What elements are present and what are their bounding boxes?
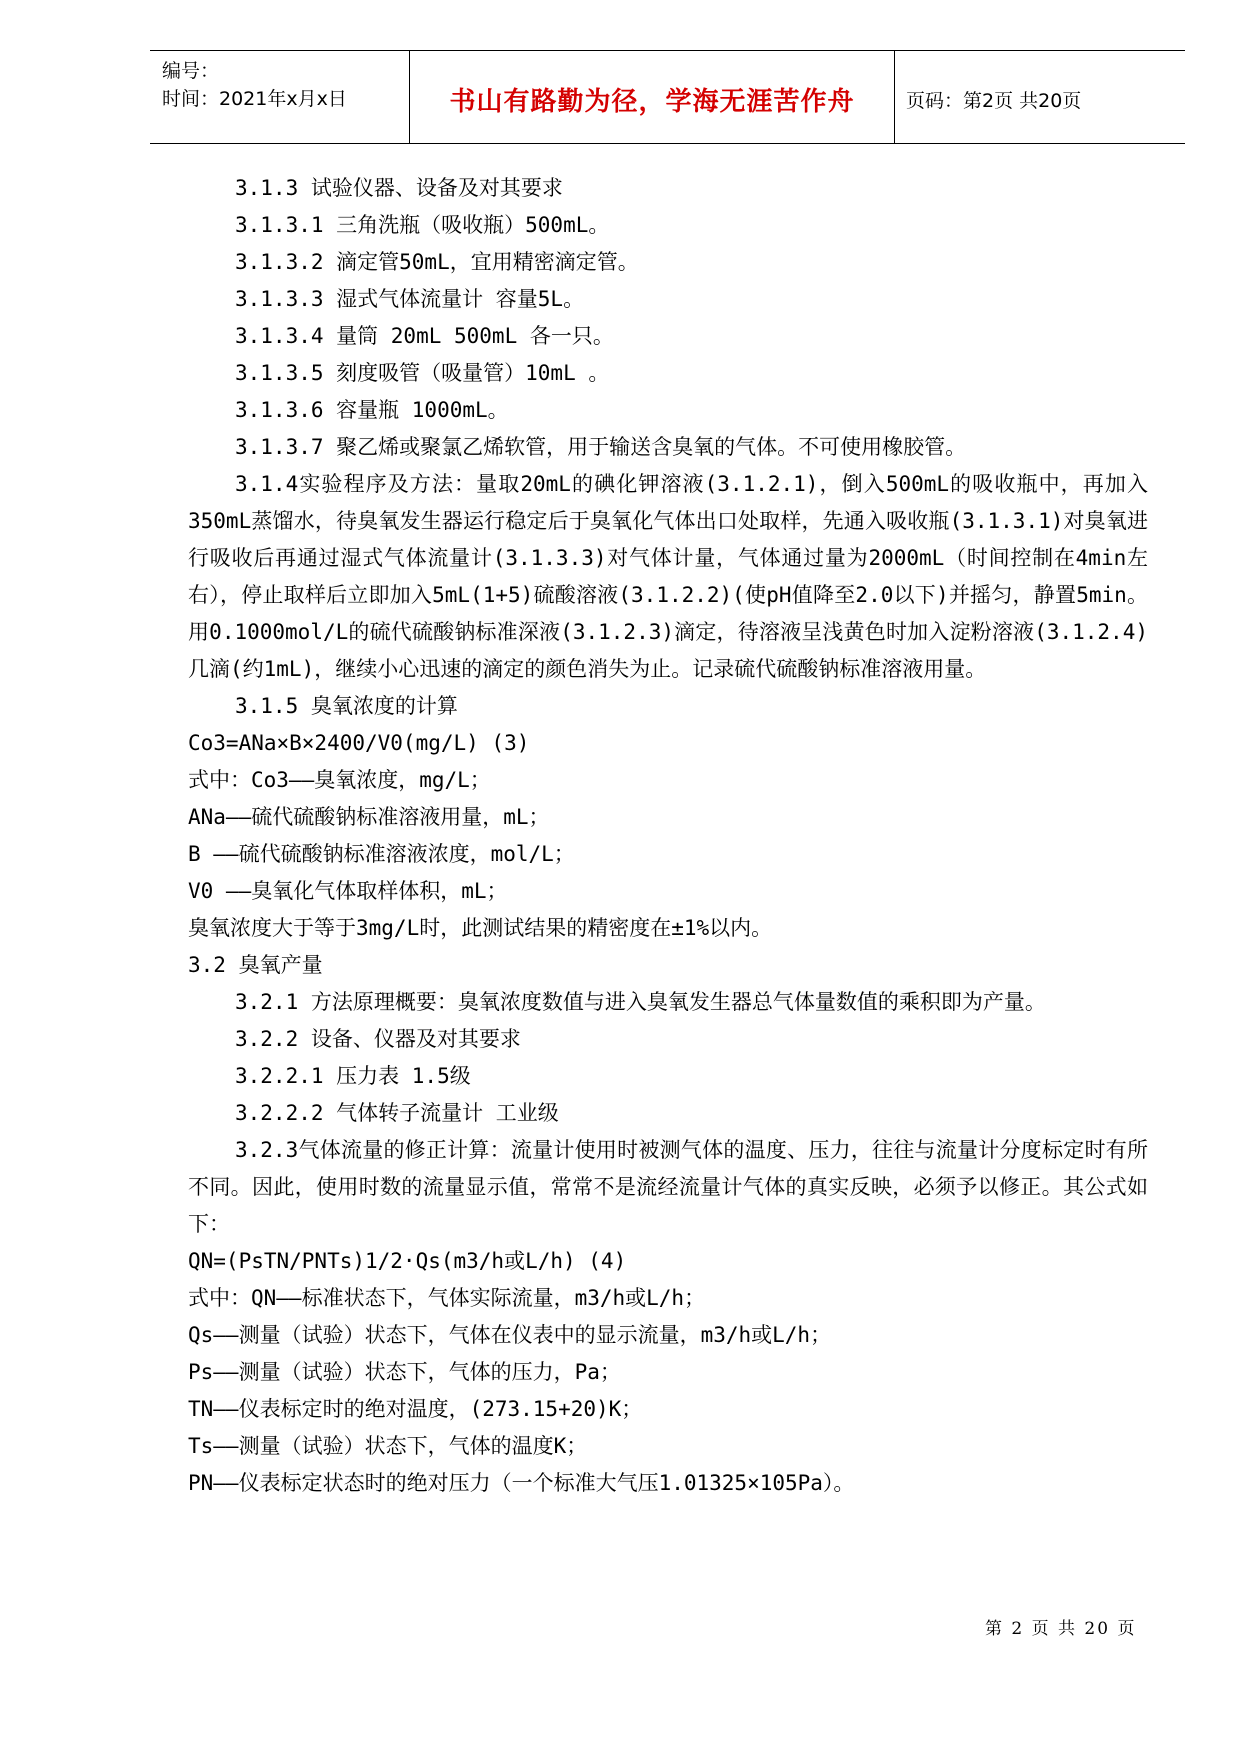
definition-tn: TN——仪表标定时的绝对温度，(273.15+20)K； xyxy=(188,1397,643,1421)
definition-ana: ANa——硫代硫酸钠标准溶液用量，mL； xyxy=(188,805,550,829)
item-3-1-3-7: 3.1.3.7 聚乙烯或聚氯乙烯软管，用于输送含臭氧的气体。不可使用橡胶管。 xyxy=(235,435,967,459)
header-meta xyxy=(162,57,422,113)
definition-ts: Ts——测量（试验）状态下，气体的温度K； xyxy=(188,1434,588,1458)
section-heading-3-1-5: 3.1.5 臭氧浓度的计算 xyxy=(235,694,458,718)
item-3-1-3-2: 3.1.3.2 滴定管50mL，宜用精密滴定管。 xyxy=(235,250,639,274)
paragraph-3-2-1: 3.2.1 方法原理概要：臭氧浓度数值与进入臭氧发生器总气体量数值的乘积即为产量。 xyxy=(235,990,1046,1014)
document-body xyxy=(188,170,1148,1502)
section-heading-3-2: 3.2 臭氧产量 xyxy=(188,953,323,977)
header-motto: 书山有路勤为径，学海无涯苦作舟 xyxy=(449,87,855,117)
definition-v0: V0 ——臭氧化气体取样体积，mL； xyxy=(188,879,508,903)
document-number-label: 编号： xyxy=(162,60,220,82)
paragraph-3-1-4: 3.1.4实验程序及方法：量取20mL的碘化钾溶液(3.1.2.1)，倒入500mL的吸收瓶中，再加入350mL蒸馏水，待臭氧发生器运行稳定后于臭氧化气体出口处取样，先通入吸收瓶(3.1.3.1)对臭氧进行吸收后再通过湿式气体流量计(3.1.3.3)对气体计量，气体通过量为2000mL（时间控制在4min左右），停止取样后立即加入5mL(1+5)硫酸溶液(3.1.2.2)(使pH值降至2.0以下)并摇匀，静置5min。用0.1000mol/L的硫代硫酸钠标准深液(3.1.2.3)滴定，待溶液呈浅黄色时加入淀粉溶液(3.1.2.4)几滴(约1mL)，继续小心迅速的滴定的颜色消失为止。记录硫代硫酸钠标准溶液用量。 xyxy=(188,472,1148,681)
item-3-1-3-5: 3.1.3.5 刻度吸管（吸量管）10mL 。 xyxy=(235,361,610,385)
item-3-1-3-1: 3.1.3.1 三角洗瓶（吸收瓶）500mL。 xyxy=(235,213,610,237)
section-heading-3-1-3: 3.1.3 试验仪器、设备及对其要求 xyxy=(235,176,563,200)
definition-pn: PN——仪表标定状态时的绝对压力（一个标准大气压1.01325×105Pa）。 xyxy=(188,1471,855,1495)
definition-ps: Ps——测量（试验）状态下，气体的压力，Pa； xyxy=(188,1360,621,1384)
paragraph-3-2-3: 3.2.3气体流量的修正计算：流量计使用时被测气体的温度、压力，往往与流量计分度标定时有所不同。因此，使用时数的流量显示值，常常不是流经流量计气体的真实反映，必须予以修正。其公式如下： xyxy=(188,1138,1148,1236)
definition-co3: 式中：Co3——臭氧浓度，mg/L； xyxy=(188,768,491,792)
formula-3: Co3=ANa×B×2400/V0(mg/L) (3) xyxy=(188,731,530,755)
item-3-1-3-4: 3.1.3.4 量筒 20mL 500mL 各一只。 xyxy=(235,324,614,348)
section-heading-3-2-2: 3.2.2 设备、仪器及对其要求 xyxy=(235,1027,521,1051)
precision-note: 臭氧浓度大于等于3mg/L时，此测试结果的精密度在±1%以内。 xyxy=(188,916,773,940)
definition-b: B ——硫代硫酸钠标准溶液浓度，mol/L； xyxy=(188,842,575,866)
definition-qs: Qs——测量（试验）状态下，气体在仪表中的显示流量，m3/h或L/h； xyxy=(188,1323,832,1347)
page-header xyxy=(150,50,1185,144)
item-3-1-3-3: 3.1.3.3 湿式气体流量计 容量5L。 xyxy=(235,287,585,311)
header-divider xyxy=(894,51,895,143)
item-3-2-2-1: 3.2.2.1 压力表 1.5级 xyxy=(235,1064,471,1088)
header-page-number: 页码：第2页 共20页 xyxy=(906,90,1082,112)
item-3-1-3-6: 3.1.3.6 容量瓶 1000mL。 xyxy=(235,398,509,422)
item-3-2-2-2: 3.2.2.2 气体转子流量计 工业级 xyxy=(235,1101,559,1125)
page-footer: 第 2 页 共 20 页 xyxy=(985,1619,1137,1639)
definition-qn: 式中：QN——标准状态下，气体实际流量，m3/h或L/h； xyxy=(188,1286,706,1310)
document-date: 时间：2021年x月x日 xyxy=(162,88,347,110)
formula-4: QN=(PsTN/PNTs)1/2·Qs(m3/h或L/h) (4) xyxy=(188,1249,627,1273)
